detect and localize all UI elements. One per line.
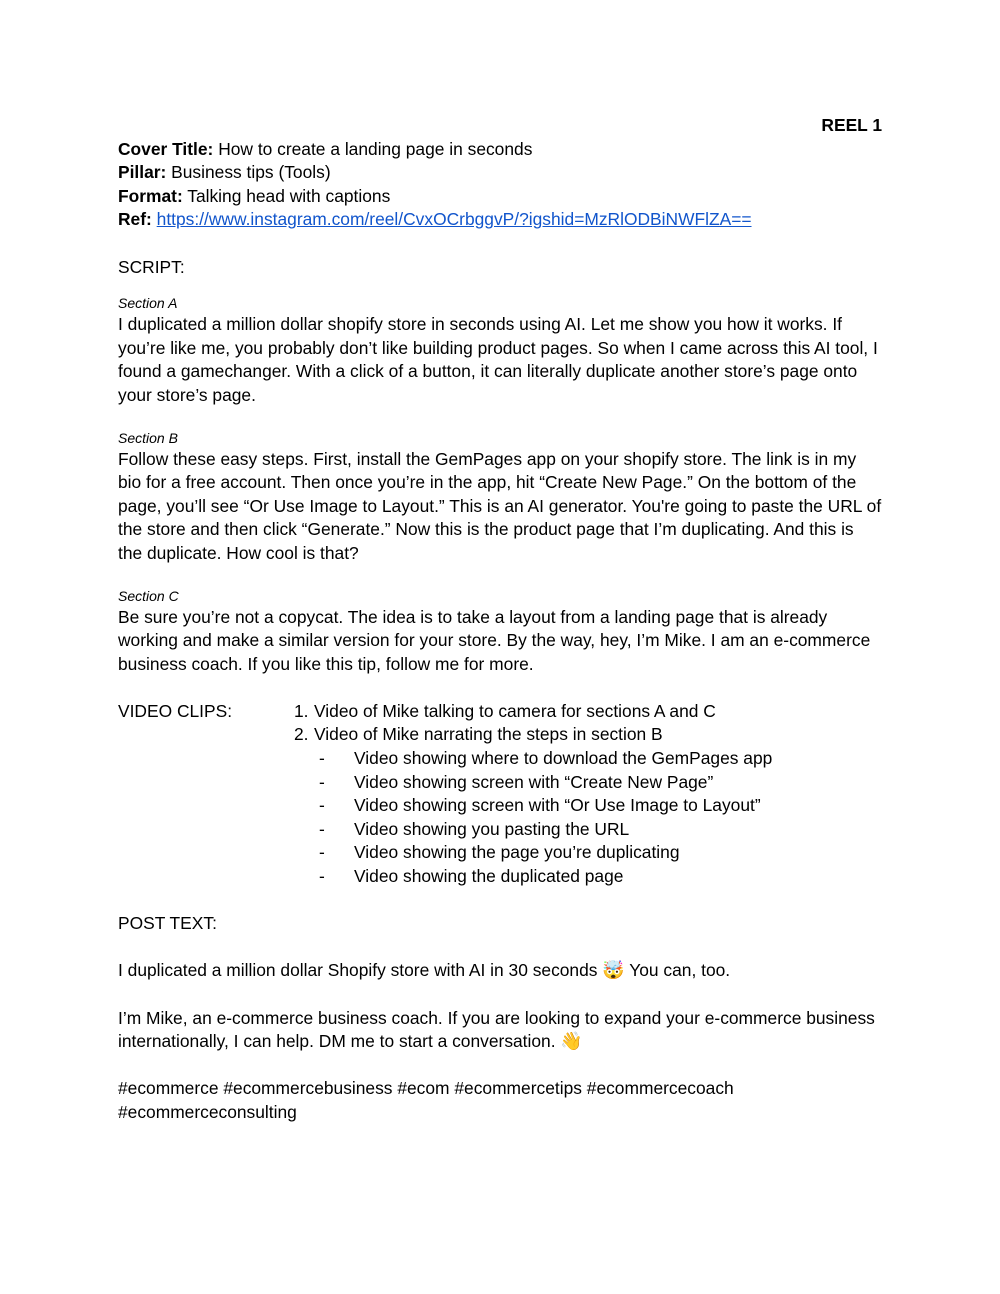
clip-item: 1. Video of Mike talking to camera for sections A and C (294, 700, 716, 721)
cover-title-label: Cover Title: (118, 138, 214, 159)
clip-subitem: - Video showing screen with “Create New Page” (319, 771, 714, 792)
video-clips-label: VIDEO CLIPS: (118, 700, 233, 721)
format-label: Format: (118, 185, 183, 206)
section-a-label: Section A (118, 295, 178, 312)
script-heading: SCRIPT: (118, 256, 185, 277)
section-b-text: Follow these easy steps. First, install the GemPages app on your shopify store. The link is in my bio for a free account. Then once you’re in the app, hit “Create New Page.” On the bottom of the page, you’ll see “Or Use Image to Layout.” This is an AI generator. You're going to paste the URL of the store and then click “Generate.” Now this is the product page that I’m duplicating. And this is the duplicate. How cool is that? (118, 448, 882, 563)
clip-subitem: - Video showing the duplicated page (319, 866, 624, 887)
clip-item: 2. Video of Mike narrating the steps in section B (294, 724, 663, 745)
ref-link[interactable]: https://www.instagram.com/reel/CvxOCrbggvP/?igshid=MzRlODBiNWFlZA== (156, 209, 752, 230)
post-line-1: I duplicated a million dollar Shopify store with AI in 30 seconds 🤯 You can, too. (118, 960, 731, 981)
video-clips-block (118, 700, 882, 889)
cover-title-line (118, 138, 882, 162)
clip-subitem: - Video showing you pasting the URL (319, 818, 630, 839)
post-text-heading: POST TEXT: (118, 913, 217, 934)
post-line-2: I’m Mike, an e-commerce business coach. If you are looking to expand your e-commerce business internationally, I can help. DM me to start a conversation. 👋 (118, 1007, 875, 1052)
ref-label: Ref: (118, 209, 152, 230)
hashtags-line-2: #ecommerceconsulting (118, 1101, 297, 1122)
pillar-line (118, 161, 882, 185)
cover-title-value: How to create a landing page in seconds (213, 138, 533, 159)
video-clips-list (294, 700, 882, 889)
pillar-label: Pillar: (118, 162, 167, 183)
section-b-label: Section B (118, 429, 178, 446)
waving-hand-icon: 👋 (560, 1031, 583, 1052)
section-a-text: I duplicated a million dollar shopify store in seconds using AI. Let me show you how it works. If you’re like me, you probably don’t like building product pages. So when I came across this AI tool, I found a gamechanger. With a click of a button, it can literally duplicate another store’s page onto your store’s page. (118, 314, 878, 405)
document-page (118, 114, 882, 1125)
format-line (118, 185, 882, 209)
reel-title: REEL 1 (821, 115, 882, 135)
section-c-label: Section C (118, 587, 179, 604)
ref-line (118, 208, 882, 232)
format-value: Talking head with captions (182, 185, 391, 206)
clip-subitem: - Video showing where to download the GemPages app (319, 748, 773, 769)
exploding-head-icon: 🤯 (602, 960, 625, 981)
clip-subitem: - Video showing screen with “Or Use Image to Layout” (319, 795, 761, 816)
hashtags-line-1: #ecommerce #ecommercebusiness #ecom #ecommercetips #ecommercecoach (118, 1078, 734, 1099)
section-c-text: Be sure you’re not a copycat. The idea is to take a layout from a landing page that is already working and make a similar version for your store. By the way, hey, I’m Mike. I am an e-commerce business coach. If you like this tip, follow me for more. (118, 606, 871, 674)
pillar-value: Business tips (Tools) (166, 162, 331, 183)
clip-subitem: - Video showing the page you’re duplicating (319, 842, 680, 863)
